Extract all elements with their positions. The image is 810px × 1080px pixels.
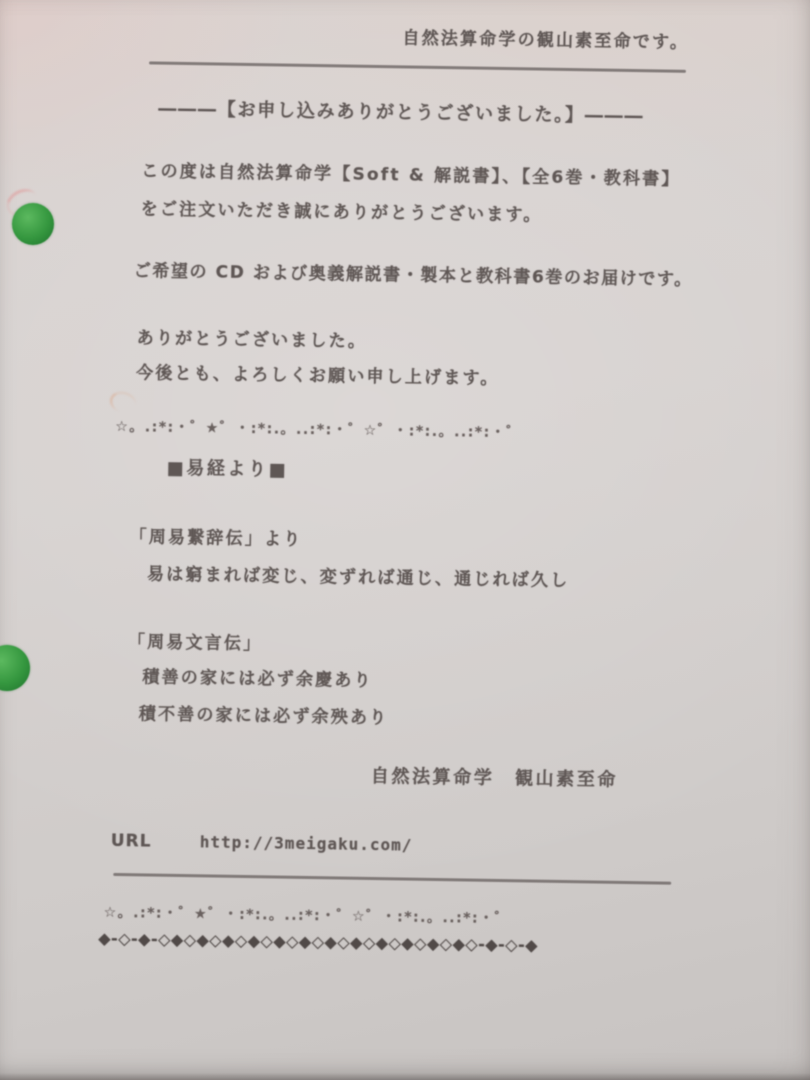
delivery-line: ご希望の CD および奥義解説書・製本と教科書6巻のお届けです。 [133, 261, 693, 290]
quote1-text: 易は窮まれば変じ、変ずれば通じ、通じれば久し [146, 564, 570, 592]
top-rule [149, 61, 686, 72]
quote2-line-2: 積不善の家には必ず余殃あり [138, 704, 389, 729]
thanks-banner: ―――【お申し込みありがとうございました。】――― [158, 98, 645, 128]
quote2-source: 「周易文言伝」 [127, 632, 263, 655]
quote2-line-1: 積善の家には必ず余慶あり [142, 667, 373, 691]
quote1-source: 「周易繋辞伝」より [129, 527, 303, 550]
star-divider-bottom: ☆。.:*:・゜★゜・:*:.。..:*:・゜☆゜・:*:.。..:*:・゜ [103, 904, 511, 928]
signature-line: 自然法算命学 観山素至命 [370, 765, 619, 791]
star-divider-top: ☆。.:*:・゜★゜・:*:.。..:*:・゜☆゜・:*:.。..:*:・゜ [115, 418, 522, 442]
sender-line: 自然法算命学の観山素至命です。 [402, 28, 690, 53]
url-label: URL [110, 830, 152, 852]
url-value: http://3meigaku.com/ [199, 832, 413, 855]
order-paragraph-line-1: この度は自然法算命学【Soft & 解説書】、【全6巻・教科書】 [141, 161, 681, 190]
diamond-divider: ◆-◇-◆-◇◆◇◆◇◆◇◆◇◆◇◆◇◆◇◆◇◆◇◆◇◆◇◆◇-◆-◇-◆ [98, 928, 539, 955]
green-dot-top [12, 203, 54, 245]
thanks-line-1: ありがとうございました。 [136, 328, 368, 352]
thanks-line-2: 今後とも、よろしくお願い申し上げます。 [135, 363, 500, 389]
bottom-rule [113, 873, 671, 884]
iching-heading: ■易経より■ [166, 457, 289, 481]
order-paragraph-line-2: をご注文いただき誠にありがとうございます。 [140, 199, 543, 226]
